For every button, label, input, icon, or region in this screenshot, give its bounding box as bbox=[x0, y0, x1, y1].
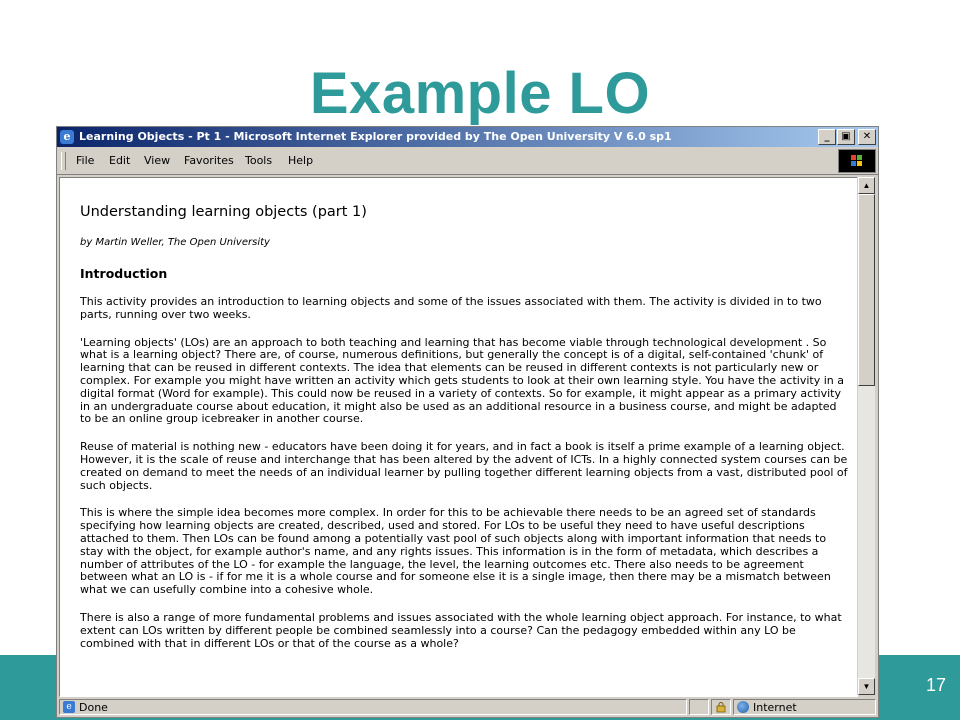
slide-title: Example LO bbox=[309, 61, 651, 126]
zone-label: Internet bbox=[753, 701, 797, 714]
paragraph: This is where the simple idea becomes more complex. In order for this to be achievable there needs to be an agreed set of standards specifying how learning objects are created, described, used and stored. For LOs to be useful they need to have useful descriptions attached to them. Then LOs can be found among a potentially vast pool of such objects along with important information that needs to stay with the object, for example author's name, and any rights issues. This information is in the form of metadata, which describes a number of attributes of the LO - for example the language, the level, the learning outcomes etc. There also needs to be agreement between what an LO is - if for me it is a whole course and for someone else it is a single image, then there may be a mismatch between what we can usefully combine into a cohesive whole. bbox=[80, 506, 831, 597]
windows-logo-icon bbox=[838, 149, 876, 173]
status-bar bbox=[57, 698, 878, 717]
lock-icon bbox=[715, 701, 727, 713]
security-status bbox=[711, 699, 731, 715]
section-heading: Introduction bbox=[80, 266, 168, 281]
page-done-icon: e bbox=[63, 701, 75, 713]
scroll-down-button[interactable]: ▼ bbox=[858, 678, 875, 695]
page-title: Understanding learning objects (part 1) bbox=[80, 204, 367, 220]
maximize-button[interactable]: ▣ bbox=[837, 129, 855, 145]
browser-window bbox=[56, 126, 879, 718]
slide-number: 17 bbox=[925, 675, 946, 695]
close-button[interactable]: ✕ bbox=[858, 129, 876, 145]
page-byline: by Martin Weller, The Open University bbox=[80, 237, 270, 248]
internet-explorer-icon[interactable]: e bbox=[60, 130, 74, 144]
vertical-scrollbar[interactable] bbox=[857, 177, 875, 695]
menu-view[interactable]: View bbox=[144, 154, 171, 167]
scroll-up-button[interactable]: ▲ bbox=[858, 177, 875, 194]
menu-help[interactable]: Help bbox=[288, 154, 314, 167]
menu-bar bbox=[57, 148, 878, 175]
window-titlebar[interactable] bbox=[57, 127, 878, 147]
status-cell-empty bbox=[689, 699, 709, 715]
menu-tools[interactable]: Tools bbox=[245, 154, 273, 167]
status-message bbox=[59, 699, 687, 715]
paragraph: Reuse of material is nothing new - educators have been doing it for years, and in fact a book is itself a prime example of a learning object. However, it is the scale of reuse and interchange that has been altered by the advent of ICTs. In a highly connected system courses can be created on demand to meet the needs of an individual learner by pulling together different learning objects from a vast, distributed pool of such objects. bbox=[80, 440, 848, 492]
menu-file[interactable]: File bbox=[76, 154, 95, 167]
security-zone[interactable] bbox=[733, 699, 876, 715]
menu-favorites[interactable]: Favorites bbox=[184, 154, 234, 167]
globe-icon bbox=[737, 701, 749, 713]
paragraph: 'Learning objects' (LOs) are an approach to both teaching and learning that has become viable through technological development . So what is a learning object? There are, of course, numerous definitions, but generally the concept is of a digital, self-contained 'chunk' of learning that can be reused in different contexts. The idea that elements can be reused in different contexts is not particularly new or complex. For example you might have written an activity which gets students to look at their own learning style. You have the activity in a digital format (Word for example). This could now be reused in a variety of contexts. So for example, it might appear as a primary activity in an undergraduate course about education, it might also be used as an additional resource in a business course, and might be adapted to be an online group icebreaker in another course. bbox=[80, 335, 845, 426]
paragraph: There is also a range of more fundamental problems and issues associated with the whole learning object approach. For instance, to what extent can LOs written by different people be combined seamlessly into a course? Can the pedagogy embedded within any LO be combined with that in different LOs or that of the course as a whole? bbox=[80, 610, 842, 650]
window-title: Learning Objects - Pt 1 - Microsoft Internet Explorer provided by The Open University V 6.0 sp1 bbox=[79, 130, 672, 143]
toolbar-grip[interactable] bbox=[61, 152, 66, 170]
scroll-thumb[interactable] bbox=[858, 194, 875, 386]
menu-edit[interactable]: Edit bbox=[109, 154, 131, 167]
status-text: Done bbox=[79, 701, 108, 714]
paragraph: This activity provides an introduction to learning objects and some of the issues associated with them. The activity is divided in to two parts, running over two weeks. bbox=[80, 295, 822, 321]
window-controls bbox=[817, 129, 876, 145]
page-content[interactable] bbox=[59, 177, 858, 697]
minimize-button[interactable]: _ bbox=[818, 129, 836, 145]
